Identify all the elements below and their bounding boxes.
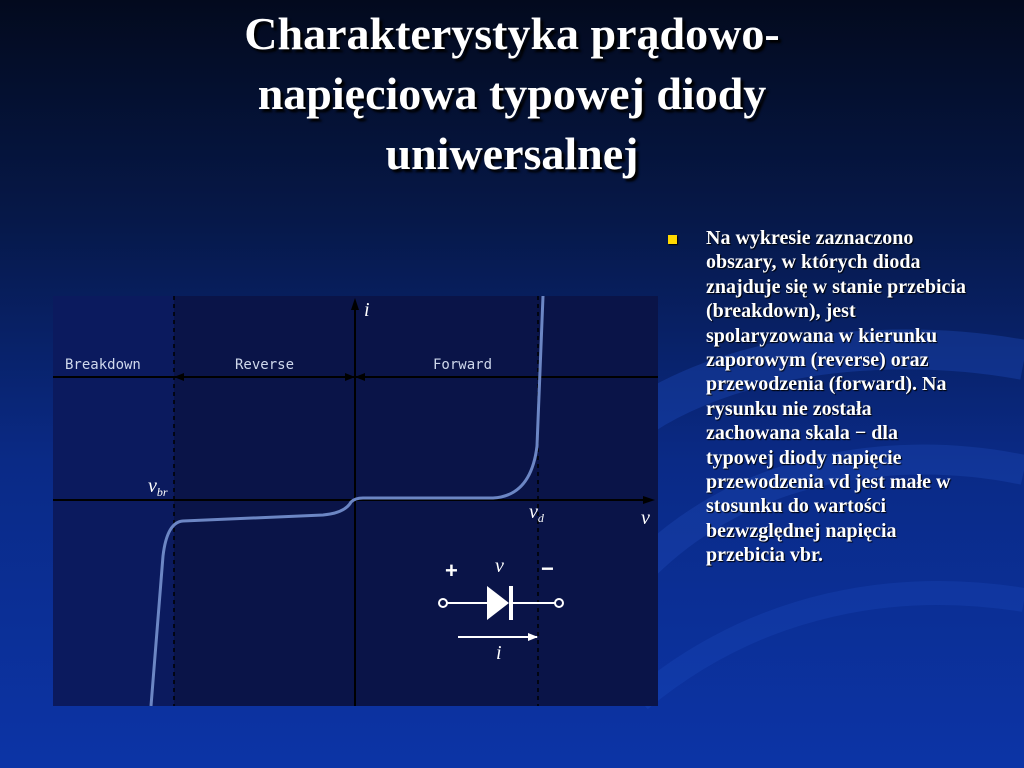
- circuit-plus-sign: +: [445, 558, 458, 583]
- v-axis-label: v: [641, 507, 650, 529]
- bullet-square-icon: [668, 235, 677, 244]
- circuit-i-label: i: [496, 642, 502, 664]
- vd-label-main: v: [529, 501, 538, 523]
- bullet-text: Na wykresie zaznaczono obszary, w których dioda znajduje się w stanie przebicia (breakdown), jest spolaryzowana w kierunku zaporowym (reverse) oraz przewodzenia (forward). Na rysunku nie została zachowana skala − dla typowej diody napięcie przewodzenia vd jest małe w stosunku do wartości bezwzględnej napięcia przebicia vbr.: [706, 227, 966, 567]
- slide-title-line-2: napięciowa typowej diody: [257, 68, 767, 119]
- iv-characteristic-diagram: [53, 296, 658, 706]
- slide-title-line-3: uniwersalnej: [385, 128, 639, 179]
- circuit-minus-sign: −: [541, 556, 554, 581]
- region-label-forward: Forward: [433, 357, 493, 373]
- region-label-reverse: Reverse: [235, 357, 295, 373]
- vbr-label-sub: br: [156, 485, 168, 499]
- vbr-label-main: v: [148, 475, 157, 497]
- i-axis-label: i: [364, 299, 370, 321]
- region-label-breakdown: Breakdown: [65, 357, 141, 373]
- slide-title-line-1: Charakterystyka prądowo-: [244, 8, 780, 59]
- vd-label-sub: d: [537, 511, 544, 525]
- slide-title: [150, 4, 874, 184]
- circuit-v-label: v: [495, 555, 504, 577]
